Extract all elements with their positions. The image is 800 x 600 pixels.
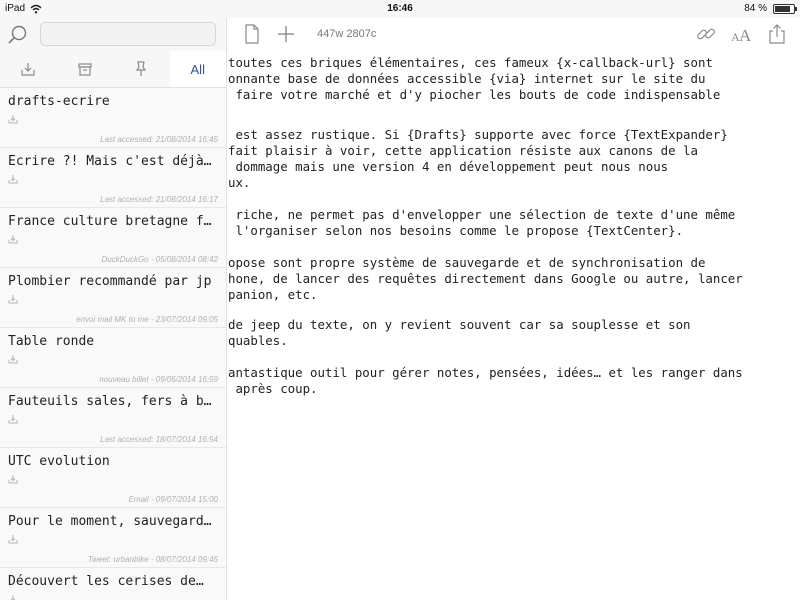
share-icon[interactable] — [766, 23, 788, 45]
note-meta: Email - 09/07/2014 15:00 — [128, 495, 218, 504]
text-line: est assez rustique. Si {Drafts} supporte avec force {TextExpander} — [228, 127, 728, 142]
battery-percent: 84 % — [744, 3, 767, 14]
text-line: après coup. — [228, 381, 318, 396]
note-title: Pour le moment, sauvegard… — [8, 514, 212, 529]
word-count: 447w 2807c — [317, 28, 377, 40]
battery-icon — [773, 4, 795, 14]
text-line: antastique outil pour gérer notes, pensées, idées… et les ranger dans — [228, 365, 743, 380]
download-icon — [8, 414, 18, 424]
font-size-icon[interactable] — [730, 23, 754, 45]
note-meta: Last accessed: 18/07/2014 16:54 — [100, 435, 218, 444]
archive-icon — [76, 60, 94, 78]
note-item[interactable] — [0, 568, 226, 600]
note-meta: nouveau billet - 09/05/2014 16:59 — [99, 375, 218, 384]
note-title: France culture bretagne f… — [8, 214, 212, 229]
note-item[interactable] — [0, 448, 226, 508]
text-line: l'organiser selon nos besoins comme le propose {TextCenter}. — [228, 223, 684, 238]
tab-archive[interactable] — [57, 51, 114, 87]
download-icon — [8, 354, 18, 364]
note-meta: Last accessed: 21/08/2014 16:45 — [100, 135, 218, 144]
note-title: drafts-ecrire — [8, 94, 110, 109]
download-icon — [8, 474, 18, 484]
clock: 16:46 — [387, 3, 413, 14]
note-item[interactable] — [0, 88, 226, 148]
note-title: Fauteuils sales, fers à b… — [8, 394, 212, 409]
sidebar — [0, 18, 227, 600]
download-icon — [8, 594, 18, 600]
search-input[interactable] — [40, 22, 216, 46]
text-line: fait plaisir à voir, cette application résiste aux canons de la — [228, 143, 698, 158]
note-item[interactable] — [0, 268, 226, 328]
download-icon — [8, 174, 18, 184]
text-line: quables. — [228, 333, 288, 348]
note-meta: DuckDuckGo - 05/08/2014 08:42 — [101, 255, 218, 264]
note-meta: envoi mail MK to me - 23/07/2014 09:05 — [76, 315, 218, 324]
text-line: opose sont propre système de sauvegarde et de synchronisation de — [228, 255, 706, 270]
download-icon — [8, 234, 18, 244]
note-item[interactable] — [0, 388, 226, 448]
tab-flagged[interactable] — [113, 51, 170, 87]
note-item[interactable] — [0, 208, 226, 268]
search-icon[interactable] — [7, 24, 29, 46]
download-icon — [8, 534, 18, 544]
svg-text:A: A — [739, 26, 752, 45]
text-line: toutes ces briques élémentaires, ces fameux {x-callback-url} sont — [228, 55, 713, 70]
tab-all-label: All — [190, 61, 205, 77]
note-title: UTC evolution — [8, 454, 110, 469]
download-icon — [8, 294, 18, 304]
note-title: Table ronde — [8, 334, 95, 349]
note-item[interactable] — [0, 328, 226, 388]
svg-text:A: A — [731, 30, 740, 44]
note-meta: Last accessed: 21/08/2014 16:17 — [100, 195, 218, 204]
text-line: dommage mais une version 4 en développement peut nous nous — [228, 159, 669, 174]
device-name: iPad — [5, 3, 26, 14]
status-bar — [0, 0, 800, 18]
pin-icon — [132, 60, 150, 78]
text-line: panion, etc. — [228, 287, 318, 302]
filter-tabs — [0, 51, 226, 88]
add-icon[interactable] — [275, 23, 297, 45]
text-line: riche, ne permet pas d'envelopper une sélection de texte d'une même — [228, 207, 736, 222]
editor-pane — [227, 18, 800, 600]
editor-toolbar — [227, 18, 800, 50]
note-meta: Tweet: urbanbike - 08/07/2014 09:45 — [87, 555, 218, 564]
tab-all[interactable] — [170, 51, 227, 87]
text-line: de jeep du texte, on y revient souvent car sa souplesse et son — [228, 317, 691, 332]
note-title: Écrire ?! Mais c'est déjà… — [8, 154, 212, 169]
tab-inbox[interactable] — [0, 51, 57, 87]
note-item[interactable] — [0, 508, 226, 568]
download-icon — [8, 114, 18, 124]
inbox-download-icon — [19, 60, 37, 78]
search-row — [0, 18, 226, 50]
text-line: onnante base de données accessible {via} internet sur le site du — [228, 71, 706, 86]
document-icon[interactable] — [241, 23, 263, 45]
text-line: faire votre marché et d'y piocher les bouts de code indispensable — [228, 87, 721, 102]
note-list — [0, 88, 226, 600]
link-icon[interactable] — [695, 23, 717, 45]
text-line: hone, de lancer des requêtes directement dans Google ou autre, lancer — [228, 271, 743, 286]
note-title: Plombier recommandé par jp — [8, 274, 212, 289]
text-line: ux. — [228, 175, 251, 190]
note-title: Découvert les cerises de… — [8, 574, 204, 589]
note-item[interactable] — [0, 148, 226, 208]
